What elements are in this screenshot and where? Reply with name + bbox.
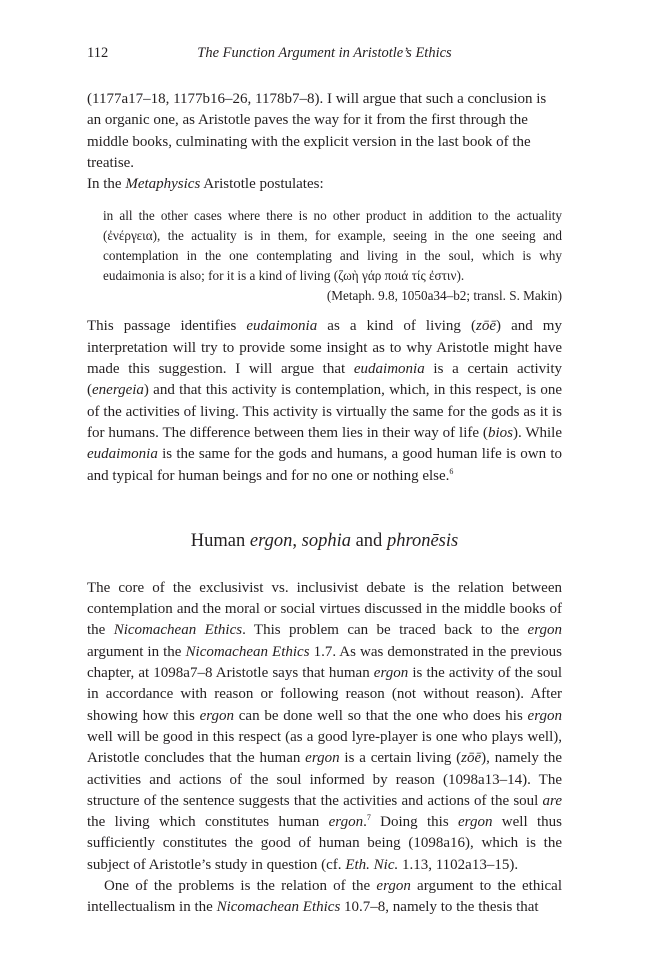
text-run: ), namely the activities and actions of the soul informed by reason (1098a13–14). The structure of the sentence suggests that the activities and actions of the soul xyxy=(87,750,562,809)
italic-term: Eth. Nic. xyxy=(345,856,399,873)
text-run: . This problem can be traced back to the xyxy=(242,622,528,639)
italic-term: eudaimonia xyxy=(246,318,318,335)
italic-term: ergon xyxy=(527,707,562,724)
text-run: argument in the xyxy=(87,643,186,660)
heading-text: Human xyxy=(190,530,250,551)
italic-term: eudaimonia xyxy=(353,361,425,378)
italic-term: ergon xyxy=(305,750,340,767)
text-run: as a kind of living ( xyxy=(317,318,476,335)
italic-term: energeia xyxy=(92,382,144,399)
quote-intro-text: Aristotle postulates: xyxy=(200,176,324,193)
quotation-source: (Metaph. 9.8, 1050a34–b2; transl. S. Makin) xyxy=(326,287,562,303)
heading-italic: phronēsis xyxy=(386,530,459,551)
quote-introduction xyxy=(87,174,562,195)
page-number: 112 xyxy=(87,45,109,61)
running-title: The Function Argument in Aristotle’s Ethics xyxy=(197,45,452,61)
text-run: . xyxy=(363,814,367,831)
text-run: Doing this xyxy=(370,814,459,831)
text-run: well will be good in this respect (as a good lyre-player is one who plays well), Aristotle concludes that the human xyxy=(87,728,562,767)
text-run: ) and that this activity is contemplation, which, in this respect, is one of the activities of living. This activity is virtually the same for the gods as it is for humans. The difference between them lies in their way of life ( xyxy=(87,382,562,441)
text-run: ) and my interpretation will try to provide some insight as to why Aristotle might have made this suggestion. I will argue that xyxy=(87,318,562,378)
section-heading xyxy=(87,529,562,553)
footnote-marker: 7 xyxy=(366,813,371,823)
body-paragraph xyxy=(87,316,562,486)
text-run: is a certain living ( xyxy=(339,750,462,767)
heading-text: , xyxy=(292,530,302,551)
text-run: the living which constitutes human xyxy=(87,814,329,831)
page-content xyxy=(87,89,562,919)
text-run: 1.13, 1102a13–15). xyxy=(398,856,519,873)
italic-term: bios xyxy=(487,424,513,441)
italic-term: ergon xyxy=(527,622,562,639)
italic-term: ergon xyxy=(458,814,493,831)
italic-term: are xyxy=(542,792,562,809)
italic-term: ergon xyxy=(199,707,235,724)
text-run: argument to the ethical intellectualism in the xyxy=(87,878,563,916)
italic-term: zōē xyxy=(476,318,496,335)
quote-intro-text: In the xyxy=(87,176,126,193)
opening-paragraph: (1177a17–18, 1177b16–26, 1178b7–8). I will argue that such a conclusion is an organic one, as Aristotle paves the way for it from the first through the middle books, culminating with the explicit version in the last book of the treatise. xyxy=(87,91,547,171)
metaphysics-title: Metaphysics xyxy=(125,176,201,193)
italic-term: Nicomachean Ethics xyxy=(185,643,310,660)
text-run: One of the problems is the relation of the xyxy=(104,878,377,894)
text-run: well thus sufficiently constitutes the good of human being (1098a16), which is the subject of Aristotle’s study in question (cf. xyxy=(87,814,562,873)
text-run: 1.7. As was demonstrated in the previous chapter, at 1098a7–8 Aristotle says that human xyxy=(87,643,562,682)
italic-term: eudaimonia xyxy=(87,446,158,463)
heading-italic: ergon xyxy=(249,530,293,551)
text-run: can be done well so that the one who does his xyxy=(234,707,528,724)
page-header xyxy=(87,45,562,65)
italic-term: Nicomachean Ethics xyxy=(216,899,341,916)
text-run: This passage identifies xyxy=(87,318,247,335)
quotation-text: in all the other cases where there is no other product in addition to the actuality (ἐνέργεια), the actuality is in them, for example, seeing in the one seeing and contemplation in the one contemplating and living in the soul, which is why eudaimonia is also; for it is a kind of living (ζωὴ γάρ ποιά τίς ἐστιν). xyxy=(103,208,562,283)
italic-term: zōē xyxy=(461,750,482,767)
italic-term: ergon xyxy=(376,878,411,894)
block-quotation xyxy=(103,206,562,305)
footnote-marker: 6 xyxy=(449,466,454,476)
text-run: is the activity of the soul in accordance with reason or following reason (not without reason). After showing how this xyxy=(87,665,562,724)
body-paragraph xyxy=(87,578,562,876)
text-run: The core of the exclusivist vs. inclusivist debate is the relation between contemplation and the moral or social virtues discussed in the middle books of the xyxy=(87,579,562,639)
italic-term: ergon xyxy=(328,814,364,831)
heading-text: and xyxy=(350,530,387,551)
italic-term: Nicomachean Ethics xyxy=(113,622,243,639)
text-run: is the same for the gods and humans, a good human life is own to and typical for human beings and for no one or nothing else. xyxy=(87,446,562,484)
heading-italic: sophia xyxy=(301,530,351,551)
text-run: ). While xyxy=(512,424,562,441)
italic-term: ergon xyxy=(373,665,409,682)
body-paragraph xyxy=(87,876,562,919)
text-run: is a certain activity ( xyxy=(87,361,562,399)
text-run: 10.7–8, namely to the thesis that xyxy=(340,899,539,916)
